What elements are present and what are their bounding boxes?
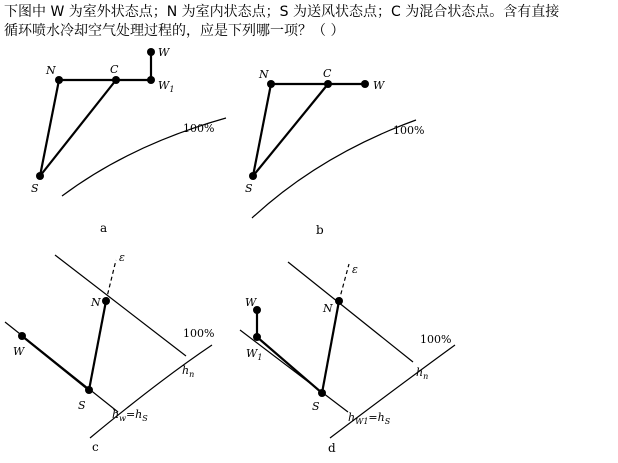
- label-c-a: C: [110, 63, 119, 76]
- saturation-curve-c: [90, 345, 212, 438]
- label-hn-d: $h_n$: [416, 366, 429, 381]
- point-w1-d: [253, 333, 261, 341]
- point-s-c: [85, 386, 93, 394]
- point-n-c: [102, 297, 110, 305]
- diagram-c: [5, 251, 214, 454]
- label-n-d: N: [323, 302, 333, 315]
- point-c-a: [112, 76, 120, 84]
- line-n-s-c: [89, 301, 106, 390]
- saturation-curve-d: [330, 345, 455, 438]
- label-rh-d: 100%: [420, 333, 452, 346]
- label-rh-c: 100%: [183, 327, 215, 340]
- point-c-b: [324, 80, 332, 88]
- point-n-d: [335, 297, 343, 305]
- enthalpy-line-hn-d: [288, 262, 413, 362]
- label-w-c: W: [13, 345, 25, 358]
- label-eps-d: ε: [352, 263, 358, 276]
- point-w1-a: [147, 76, 155, 84]
- label-s-d: S: [312, 400, 320, 413]
- label-eps-c: ε: [119, 251, 125, 264]
- line-c-s-a: [40, 80, 116, 176]
- saturation-curve-b: [252, 120, 416, 218]
- point-w-c: [18, 332, 26, 340]
- caption-b: b: [316, 223, 324, 237]
- line-w-s-c: [22, 336, 89, 390]
- point-n-a: [55, 76, 63, 84]
- label-s-c: S: [78, 399, 86, 412]
- enthalpy-line-hn-c: [55, 255, 186, 356]
- diagram-a: [31, 46, 226, 235]
- point-s-a: [36, 172, 44, 180]
- point-n-b: [267, 80, 275, 88]
- point-s-b: [249, 172, 257, 180]
- question-line-1: 下图中 W 为室外状态点；N 为室内状态点；S 为送风状态点；C 为混合状态点。含有直接: [4, 4, 560, 20]
- caption-d: d: [328, 441, 336, 455]
- diagram-d: [240, 262, 455, 455]
- label-rh-b: 100%: [393, 124, 425, 137]
- label-c-b: C: [323, 67, 332, 80]
- point-w-a: [147, 48, 155, 56]
- label-n-c: N: [91, 296, 101, 309]
- label-s-b: S: [245, 182, 253, 195]
- label-w-d: W: [245, 296, 257, 309]
- label-rh-a: 100%: [183, 122, 215, 135]
- label-n-a: N: [46, 64, 56, 77]
- epsilon-line-d: [339, 264, 349, 301]
- line-n-s-b: [253, 84, 271, 176]
- caption-c: c: [92, 440, 99, 454]
- label-s-a: S: [31, 182, 39, 195]
- label-w-a: W: [158, 46, 170, 59]
- point-w-b: [361, 80, 369, 88]
- diagram-b: [245, 67, 424, 237]
- label-w1-a: $W_1$: [158, 79, 175, 94]
- label-w-b: W: [373, 79, 385, 92]
- line-c-s-b: [253, 84, 328, 176]
- line-w1-s-d: [257, 337, 322, 393]
- question-line-2: 循环喷水冷却空气处理过程的，应是下列哪一项？（ ）: [4, 23, 345, 39]
- label-n-b: N: [259, 68, 269, 81]
- label-hn-c: $h_n$: [182, 364, 195, 379]
- label-hw1-hs-d: $h_{W1}=h_S$: [348, 411, 391, 426]
- caption-a: a: [100, 221, 108, 235]
- label-hw-hs-c: $h_w=h_S$: [112, 408, 148, 423]
- point-s-d: [318, 389, 326, 397]
- line-n-s-a: [40, 80, 59, 176]
- label-w1-d: $W_1$: [246, 347, 263, 362]
